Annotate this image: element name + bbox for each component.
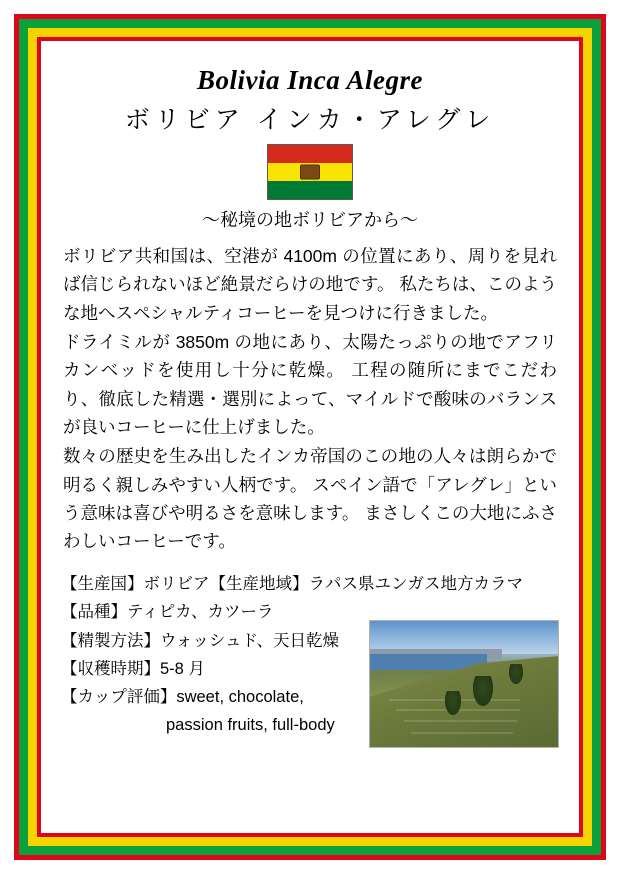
title-japanese: ボリビア インカ・アレグレ — [124, 106, 496, 134]
photo-terrace-line — [411, 732, 513, 734]
specs-section — [59, 570, 561, 738]
spec-value-origin: ボリビア【生産地域】ラパス県ユンガス地方カラマ — [143, 574, 523, 593]
photo-tree — [509, 664, 523, 684]
title-english: Bolivia Inca Alegre — [197, 65, 423, 95]
spec-label-cupping: 【カップ評価】 — [61, 688, 177, 707]
spec-value-variety: ティピカ、カツーラ — [127, 603, 274, 622]
spec-label-variety: 【品種】 — [61, 603, 127, 622]
photo-tree — [445, 691, 461, 715]
bolivia-landscape-photo — [369, 620, 559, 748]
subtitle: 〜秘境の地ボリビアから〜 — [202, 210, 418, 230]
spec-value-harvest: 5-8 月 — [160, 659, 205, 678]
flag-stripe-red — [268, 145, 352, 163]
spec-label-origin: 【生産国】 — [61, 574, 144, 593]
bolivia-flag-icon — [267, 144, 353, 200]
body-paragraph-1: ボリビア共和国は、空港が 4100m の位置にあり、周りを見れば信じられないほど絶景だらけの地です。 私たちは、このような地へスペシャルティコーヒーを見つけに行きました。 — [63, 246, 557, 323]
flag-container — [59, 144, 561, 200]
spec-label-process: 【精製方法】 — [61, 631, 160, 650]
spec-value-cupping-continued: passion fruits, full-body — [166, 715, 335, 734]
spec-value-cupping: sweet, chocolate, — [176, 688, 304, 707]
body-paragraph-2: ドライミルが 3850m の地にあり、太陽たっぷりの地でアフリカンベッドを使用し十分に乾燥。 工程の随所にまでこだわり、徹底した精選・選別によって、マイルドで酸味のバランスが良いコーヒーに仕上げました。 — [63, 332, 557, 438]
flyer-content — [41, 41, 579, 833]
spec-label-harvest: 【収穫時期】 — [61, 659, 160, 678]
spec-row-origin — [61, 570, 559, 598]
spec-value-process: ウォッシュド、天日乾燥 — [160, 631, 340, 650]
photo-tree — [473, 676, 493, 706]
flag-emblem-icon — [300, 165, 320, 180]
photo-terrace-line — [404, 720, 517, 722]
flag-stripe-green — [268, 181, 352, 199]
body-paragraph-3: 数々の歴史を生み出したインカ帝国のこの地の人々は朗らかで明るく親しみやすい人柄です。 スペイン語で「アレグレ」という意味は喜びや明るさを意味します。 まさしくこの大地にふさわしいコーヒーです。 — [63, 446, 557, 552]
